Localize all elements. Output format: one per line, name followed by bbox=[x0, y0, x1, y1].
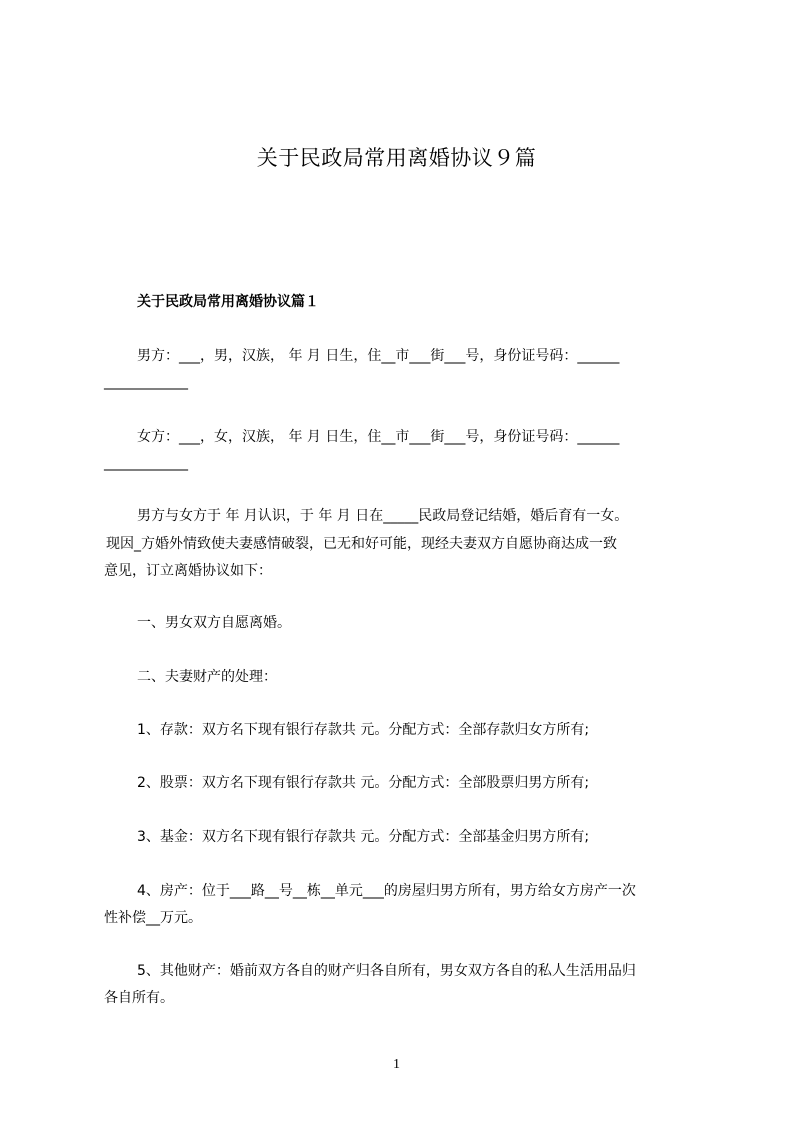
intro-paragraph-line-1: 男方与女方于 年 月认识，于 年 月 日在_____民政局登记结婚，婚后育有一女。 bbox=[137, 508, 629, 524]
page-number: 1 bbox=[393, 1057, 400, 1072]
female-party-line-continued: ____________ bbox=[104, 455, 188, 471]
property-item-2: 2、股票：双方名下现有银行存款共 元。分配方式：全部股票归男方所有; bbox=[137, 775, 590, 791]
clause-2: 二、夫妻财产的处理： bbox=[137, 669, 277, 685]
property-item-4-line-2: 性补偿__万元。 bbox=[104, 910, 202, 926]
male-party-line-continued: ____________ bbox=[104, 374, 188, 390]
male-party-line: 男方：___，男，汉族， 年 月 日生，住__市___街___号，身份证号码：______ bbox=[137, 348, 620, 364]
property-item-3: 3、基金：双方名下现有银行存款共 元。分配方式：全部基金归男方所有; bbox=[137, 829, 590, 845]
property-item-5-line-1: 5、其他财产：婚前双方各自的财产归各自所有，男女双方各自的私人生活用品归 bbox=[137, 963, 636, 979]
document-title: 关于民政局常用离婚协议９篇 bbox=[256, 146, 537, 170]
intro-paragraph-line-3: 意见，订立离婚协议如下： bbox=[104, 563, 272, 579]
section-heading: 关于民政局常用离婚协议篇１ bbox=[137, 294, 319, 310]
female-party-line: 女方：___，女，汉族， 年 月 日生，住__市___街___号，身份证号码：______ bbox=[137, 429, 620, 445]
property-item-5-line-2: 各自所有。 bbox=[104, 990, 174, 1006]
clause-1: 一、男女双方自愿离婚。 bbox=[137, 615, 291, 631]
property-item-1: 1、存款：双方名下现有银行存款共 元。分配方式：全部存款归女方所有; bbox=[137, 722, 590, 738]
property-item-4-line-1: 4、房产：位于___路__号__栋__单元___的房屋归男方所有，男方给女方房产一次 bbox=[137, 883, 636, 899]
intro-paragraph-line-2: 现因_方婚外情致使夫妻感情破裂，已无和好可能，现经夫妻双方自愿协商达成一致 bbox=[106, 536, 617, 552]
